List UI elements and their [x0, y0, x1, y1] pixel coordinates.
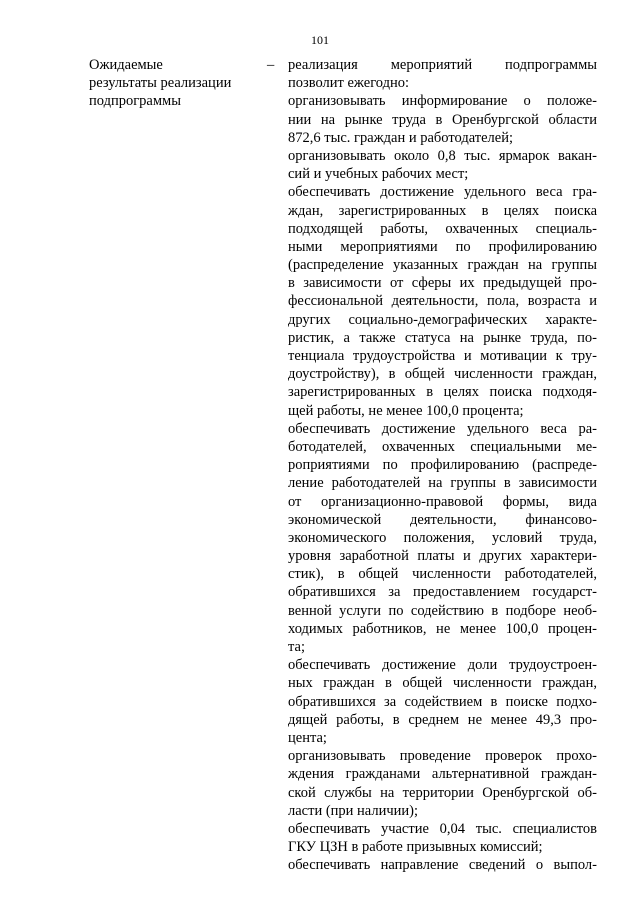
- row-label-line: результаты реализации: [89, 75, 232, 92]
- content-line: (распределение указанных граждан на группы: [288, 257, 597, 274]
- row-content: [288, 56, 597, 874]
- content-line: обеспечивать участие 0,04 тыс. специалистов: [288, 820, 597, 837]
- content-line: ждения гражданами альтернативной граждан-: [288, 766, 597, 783]
- content-line: ристик, а также статуса на рынке труда, по-: [288, 329, 597, 346]
- content-line: дящей работы, в среднем не менее 49,3 про-: [288, 711, 597, 728]
- content-line: цента;: [288, 729, 327, 746]
- content-line: роприятиями по профилированию (распреде-: [288, 457, 597, 474]
- content-line: экономической деятельности, финансово-: [288, 511, 597, 528]
- content-line: ГКУ ЦЗН в работе призывных комиссий;: [288, 839, 543, 856]
- row-label-line: Ожидаемые: [89, 57, 163, 73]
- content-line: ходимых работников, не менее 100,0 процен-: [288, 620, 597, 637]
- content-line: доустройству), в общей численности граждан,: [288, 366, 597, 383]
- content-line: от организационно-правовой формы, вида: [288, 493, 597, 510]
- content-line: тенциала трудоустройства и мотивации к тру-: [288, 348, 597, 364]
- content-line: ждан, зарегистрированных в целях поиска: [288, 202, 597, 219]
- content-line: обратившихся за содействием в поиске подхо-: [288, 693, 597, 710]
- content-line: реализация мероприятий подпрограммы: [288, 57, 597, 73]
- content-line: позволит ежегодно:: [288, 75, 410, 92]
- content-line: щей работы, не менее 100,0 процента;: [288, 402, 524, 419]
- content-line: уровня заработной платы и других характери-: [288, 548, 597, 565]
- content-line: стик), в общей численности работодателей,: [288, 566, 597, 583]
- separator-dash: –: [267, 57, 275, 73]
- content-line: венной услуги по содействию в подборе необ-: [288, 602, 597, 619]
- content-line: ными мероприятиями по профилированию: [288, 238, 597, 255]
- content-line: организовывать около 0,8 тыс. ярмарок вакан-: [288, 147, 597, 164]
- content-line: в зависимости от сферы их предыдущей про-: [288, 275, 597, 292]
- content-line: ботодателей, охваченных специальными ме-: [288, 438, 597, 455]
- content-line: фессиональной деятельности, пола, возраста и: [288, 293, 597, 310]
- content-line: обеспечивать достижение удельного веса ра-: [288, 420, 597, 437]
- content-line: обеспечивать достижение удельного веса гра-: [288, 184, 597, 201]
- content-line: зарегистрированных в целях поиска подходя-: [288, 384, 597, 401]
- content-line: ных граждан в общей численности граждан,: [288, 675, 597, 692]
- content-line: обратившихся за предоставлением государст-: [288, 584, 597, 601]
- content-line: ление работодателей на группы в зависимости: [288, 475, 597, 492]
- content-line: ской службы на территории Оренбургской об-: [288, 784, 597, 801]
- row-label-line: подпрограммы: [89, 93, 181, 110]
- content-line: 872,6 тыс. граждан и работодателей;: [288, 129, 514, 146]
- content-line: обеспечивать направление сведений о выпол-: [288, 857, 597, 874]
- content-line: та;: [288, 639, 305, 655]
- content-line: экономического положения, условий труда,: [288, 529, 597, 546]
- content-line: других социально-демографических характе-: [288, 311, 597, 328]
- content-line: нии на рынке труда в Оренбургской области: [288, 111, 597, 128]
- content-line: обеспечивать достижение доли трудоустроен-: [288, 657, 597, 674]
- content-line: подходящей работы, охваченных специаль-: [288, 220, 597, 237]
- content-line: организовывать проведение проверок прохо-: [288, 748, 597, 765]
- content-line: ласти (при наличии);: [288, 802, 419, 819]
- content-line: сий и учебных рабочих мест;: [288, 166, 469, 183]
- content-line: организовывать информирование о положе-: [288, 93, 597, 110]
- page-number: 101: [311, 33, 329, 47]
- row-label: [89, 56, 259, 111]
